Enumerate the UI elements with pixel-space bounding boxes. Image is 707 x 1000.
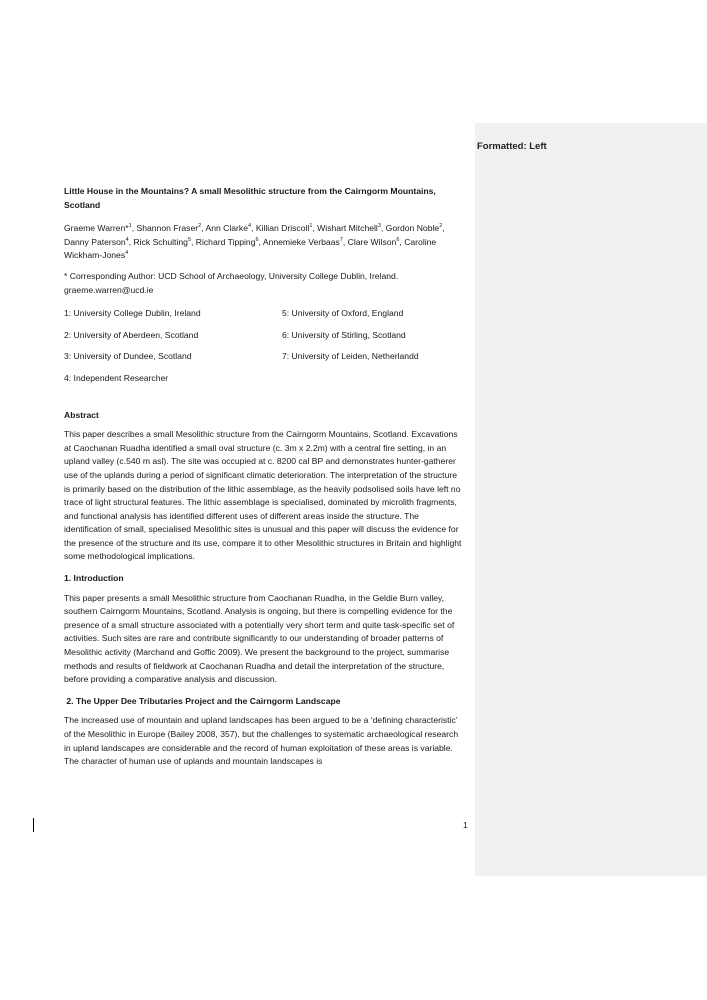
author-affiliation-mark: 4: [125, 236, 129, 243]
author-name: Annemieke Verbaas: [262, 236, 340, 247]
affiliation: 6: University of Stirling, Scotland: [282, 329, 406, 340]
author-name: Caroline Wickham-Jones: [64, 236, 437, 261]
author-name: Clare Wilson: [347, 236, 397, 247]
section-text: The increased use of mountain and upland landscapes has been argued to be a ‘defining characteristic’ of the Mesolithic in Europe (Bailey 2008, 357), but the challenges to systematic archaeological research in upland landscapes are considerable and the record of human exploitation of these areas is variable. The character of human use of uplands and mountain landscapes is: [64, 715, 459, 767]
author-name: Graeme Warren*: [64, 223, 129, 234]
author-affiliation-mark: 5: [187, 236, 191, 243]
abstract-text: This paper describes a small Mesolithic structure from the Cairngorm Mountains, Scotland. Excavations at Caochanan Ruadha identified a small oval structure (c. 3m x 2.2m) with a central fire setting, in an upland valley (c.540 m asl). The site was occupied at c. 8200 cal BP and demonstrates hunter-gatherer use of the uplands during a period of significant climatic deterioration. The interpretation of the structure is primarily based on the distribution of the lithic assemblage, as the heavily podsolised soils have left no trace of light structural features. The lithic assemblage is specialised, dominated by microlith fragments, and functional analysis has identified different uses of different areas inside the structure. The identification of small, specialised Mesolithic sites is unusual and this paper will discuss the evidence for the presence of the structure and its use, compare it to other Mesolithic structures in Britain and highlight some methodological implications.: [64, 429, 462, 562]
author-name: Shannon Fraser: [136, 223, 199, 234]
author-affiliation-mark: 6: [255, 236, 259, 243]
affiliations: [64, 307, 464, 385]
author-name: Gordon Noble: [385, 223, 440, 234]
formatting-comment[interactable]: Formatted: Left: [477, 141, 547, 152]
section-text: This paper presents a small Mesolithic structure from Caochanan Ruadha, in the Geldie Burn valley, southern Cairngorm Mountains, Scotland. Analysis is ongoing, but there is compelling evidence for the presence of a small structure associated with a potentially very short term and quite task-specific set of activities. Such sites are rare and contribute significantly to our understanding of broader patterns of Mesolithic activity (Marchand and Goffic 2009). We present the background to the project, summarise methods and results of fieldwork at Caochanan Ruadha and detail the interpretation of the structure, before providing a comparative analysis and discussion.: [64, 592, 455, 685]
author-affiliation-mark: 2: [198, 223, 202, 230]
author-affiliation-mark: 7: [339, 236, 343, 243]
author-affiliation-mark: 4: [248, 223, 252, 230]
abstract-heading: Abstract: [64, 409, 99, 420]
page-number: 1: [463, 820, 468, 830]
comment-margin-pane: [475, 123, 707, 876]
author-name: Richard Tipping: [195, 236, 256, 247]
affiliation: 1: University College Dublin, Ireland: [64, 308, 201, 319]
author-name: Danny Paterson: [64, 236, 126, 247]
revision-change-bar: [33, 818, 34, 832]
affiliation: 4: Independent Researcher: [64, 372, 169, 383]
affiliation: 5: University of Oxford, England: [282, 308, 404, 319]
author-affiliation-mark: 1: [128, 223, 132, 230]
author-affiliation-mark: 4: [125, 250, 129, 257]
author-name: Killian Driscoll: [255, 223, 310, 234]
author-affiliation-mark: 3: [377, 223, 381, 230]
paper-title: Little House in the Mountains? A small Mesolithic structure from the Cairngorm Mountains, Scotland: [64, 186, 436, 210]
author-affiliation-mark: 6: [396, 236, 400, 243]
section-heading: 1. Introduction: [64, 573, 124, 584]
affiliation: 7: University of Leiden, Netherlandd: [282, 351, 419, 362]
author-list: Graeme Warren*$^1$, Shannon Fraser$^2$, Ann Clarke$^4$, Killian Driscoll$^1$, Wishart Mitchell$^3$, Gordon Noble$^2$, Danny Paterson$^4$, Rick Schulting$^5$, Richard Tipping$^6$, Annemieke Verbaas$^7$, Clare Wilson$^6$, Caroline Wickham-Jones$^4$: [64, 223, 445, 261]
author-name: Ann Clarke: [205, 223, 248, 234]
affiliation: 3: University of Dundee, Scotland: [64, 351, 192, 362]
author-name: Wishart Mitchell: [317, 223, 378, 234]
section-heading: 2. The Upper Dee Tributaries Project and the Cairngorm Landscape: [64, 695, 341, 706]
corresponding-author: * Corresponding Author: UCD School of Archaeology, University College Dublin, Ireland. graeme.warren@ucd.ie: [64, 270, 399, 295]
author-name: Rick Schulting: [133, 236, 188, 247]
author-affiliation-mark: 1: [309, 223, 313, 230]
page-content: [64, 185, 464, 777]
affiliation: 2: University of Aberdeen, Scotland: [64, 329, 199, 340]
author-affiliation-mark: 2: [439, 223, 443, 230]
